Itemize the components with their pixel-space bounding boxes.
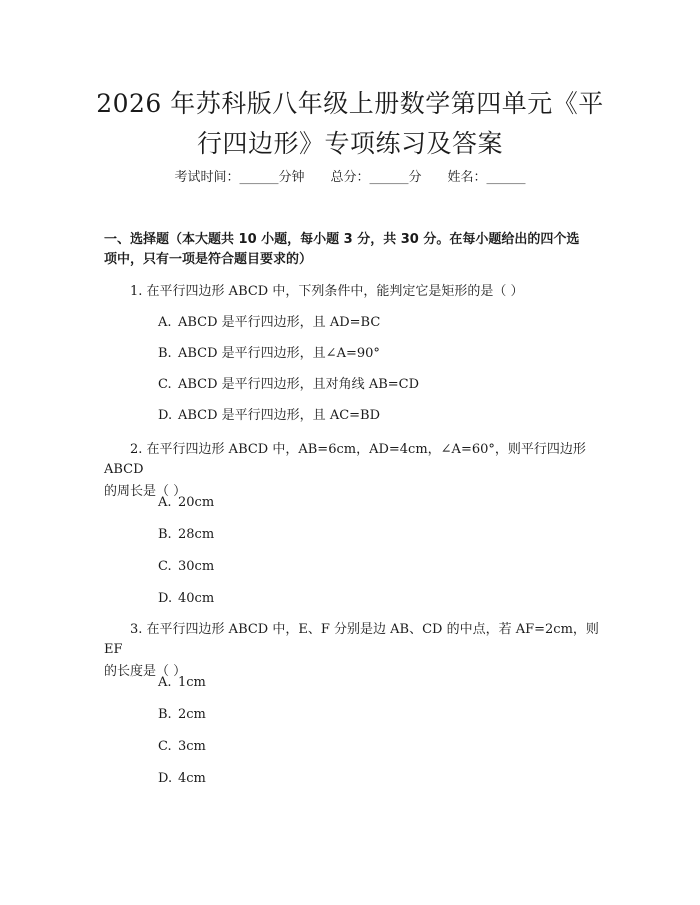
exam-name: 姓名：______ <box>447 170 526 185</box>
option-text: 4cm <box>178 771 206 786</box>
question-text: 在平行四边形 ABCD 中，E、F 分别是边 AB、CD 的中点，若 AF=2cm，则 EF <box>104 622 599 657</box>
option-3b <box>158 705 598 725</box>
option-text: 28cm <box>178 527 215 542</box>
question-text-cont: 的周长是（ ） <box>104 484 187 499</box>
option-letter: A. <box>158 315 172 330</box>
option-text: 1cm <box>178 675 206 690</box>
exam-time: 考试时间：______分钟 <box>174 170 305 185</box>
title-line-1: 2026 年苏科版八年级上册数学第四单元《平 <box>96 89 604 118</box>
question-number: 3. <box>130 622 143 637</box>
option-text: 30cm <box>178 559 215 574</box>
option-1b <box>158 344 598 364</box>
option-letter: C. <box>158 377 172 392</box>
exam-meta <box>0 168 700 188</box>
option-1a <box>158 313 598 333</box>
option-2c <box>158 557 598 577</box>
option-1c <box>158 375 598 395</box>
option-text: 40cm <box>178 591 215 606</box>
question-text: 在平行四边形 ABCD 中，AB=6cm，AD=4cm，∠A=60°，则平行四边形 ABCD <box>104 442 586 477</box>
option-text: 3cm <box>178 739 206 754</box>
option-3a <box>158 673 598 693</box>
option-letter: C. <box>158 559 172 574</box>
exam-score: 总分：______分 <box>330 170 422 185</box>
option-text: ABCD 是平行四边形，且对角线 AB=CD <box>178 377 420 392</box>
option-letter: B. <box>158 346 172 361</box>
question-1 <box>104 282 600 302</box>
section-heading-line-1: 一、选择题（本大题共 10 小题，每小题 3 分，共 30 分。在每小题给出的四个选 <box>104 232 580 247</box>
option-text: ABCD 是平行四边形，且 AC=BD <box>178 408 381 423</box>
question-text-cont: 的长度是（ ） <box>104 664 187 679</box>
option-1d <box>158 406 598 426</box>
option-3d <box>158 769 598 789</box>
option-2d <box>158 589 598 609</box>
option-letter: D. <box>158 591 173 606</box>
option-text: 2cm <box>178 707 206 722</box>
option-2a <box>158 493 598 513</box>
option-text: ABCD 是平行四边形，且∠A=90° <box>178 346 380 361</box>
option-letter: A. <box>158 495 172 510</box>
option-2b <box>158 525 598 545</box>
option-letter: D. <box>158 408 173 423</box>
option-letter: C. <box>158 739 172 754</box>
section-heading <box>104 230 624 270</box>
option-letter: B. <box>158 707 172 722</box>
question-text: 在平行四边形 ABCD 中，下列条件中，能判定它是矩形的是（ ） <box>146 284 524 299</box>
document-title <box>60 84 640 164</box>
option-letter: B. <box>158 527 172 542</box>
option-3c <box>158 737 598 757</box>
question-number: 1. <box>130 284 143 299</box>
option-letter: A. <box>158 675 172 690</box>
option-text: ABCD 是平行四边形，且 AD=BC <box>178 315 381 330</box>
title-line-2: 行四边形》专项练习及答案 <box>196 129 503 158</box>
question-number: 2. <box>130 442 143 457</box>
section-heading-line-2: 项中，只有一项是符合题目要求的） <box>104 252 313 267</box>
option-letter: D. <box>158 771 173 786</box>
option-text: 20cm <box>178 495 215 510</box>
